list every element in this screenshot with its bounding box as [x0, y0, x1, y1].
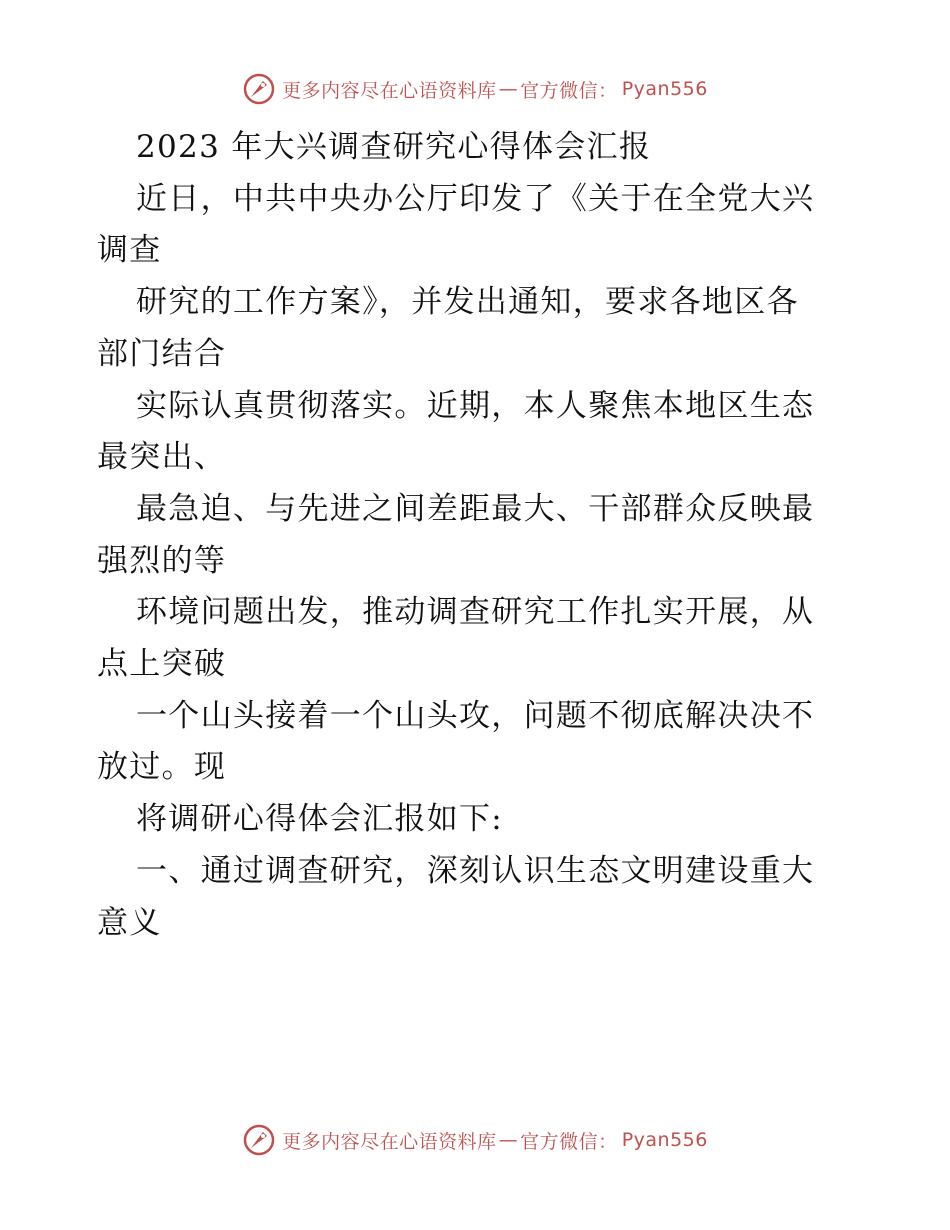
paragraph-line: 最急迫、与先进之间差距最大、干部群众反映最 — [136, 490, 815, 527]
paragraph-line: 调查 — [97, 232, 162, 269]
paragraph-line: 点上突破 — [97, 646, 227, 683]
footer-wechat-label: 官方微信： — [520, 1130, 618, 1153]
paragraph-line: 最突出、 — [97, 439, 227, 476]
paragraph-line: 强烈的等 — [97, 542, 227, 579]
paragraph-line: 将调研心得体会汇报如下: — [136, 801, 504, 838]
paragraph-line: 放过。现 — [97, 749, 227, 786]
footer-separator: — — [498, 1129, 519, 1151]
document-title: 2023 年大兴调查研究心得体会汇报 — [136, 129, 652, 165]
paragraph-line: 研究的工作方案》，并发出通知，要求各地区各 — [136, 284, 799, 321]
header-wechat-id: Pyan556 — [621, 78, 708, 100]
footer-wechat-id: Pyan556 — [621, 1129, 708, 1151]
paragraph-line: 一个山头接着一个山头攻，问题不彻底解决决不 — [136, 697, 815, 734]
pen-nib-logo-icon — [242, 72, 276, 106]
section-heading-continuation: 意义 — [97, 904, 162, 941]
paragraph-line: 近日，中共中央办公厅印发了《关于在全党大兴 — [136, 180, 815, 217]
header-watermark — [0, 72, 950, 106]
paragraph-line: 实际认真贯彻落实。近期，本人聚焦本地区生态 — [136, 387, 815, 424]
header-wechat-label: 官方微信： — [520, 79, 618, 102]
footer-watermark — [0, 1123, 950, 1157]
header-separator: — — [498, 78, 519, 100]
pen-nib-logo-icon — [242, 1123, 276, 1157]
section-heading: 一、通过调查研究，深刻认识生态文明建设重大 — [136, 852, 815, 889]
paragraph-line: 部门结合 — [97, 335, 227, 372]
document-body — [97, 122, 857, 949]
footer-slogan: 更多内容尽在心语资料库 — [282, 1130, 497, 1153]
paragraph-line: 环境问题出发，推动调查研究工作扎实开展，从 — [136, 594, 815, 631]
header-slogan: 更多内容尽在心语资料库 — [282, 79, 497, 102]
